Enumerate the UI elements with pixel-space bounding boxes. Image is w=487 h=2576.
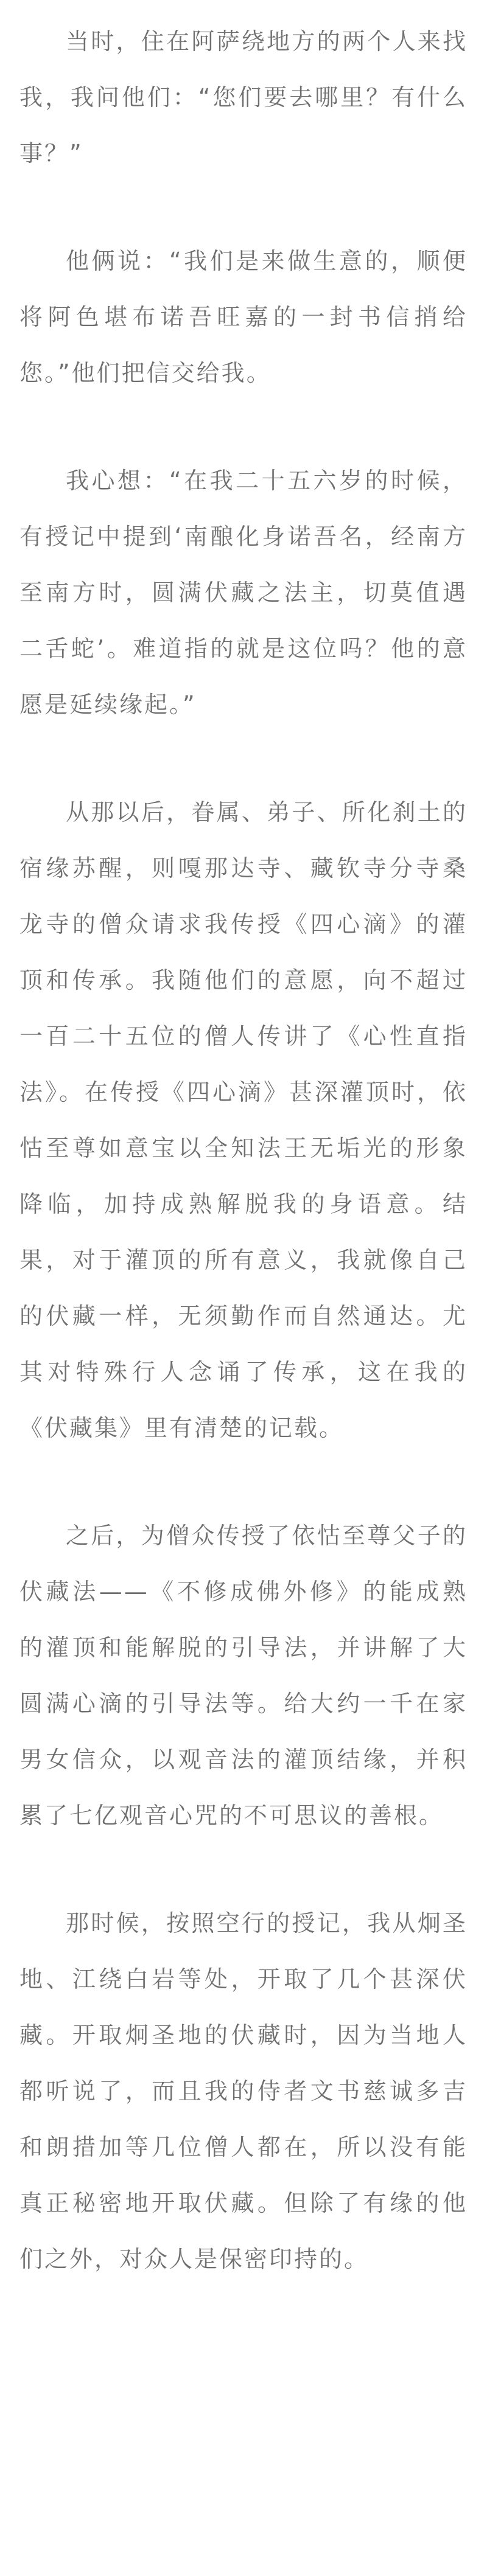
paragraph-5: 之后，为僧众传授了依怙至尊父子的伏藏法——《不修成佛外修》的能成熟的灌顶和能解脱的引导法，并讲解了大圆满心滴的引导法等。给大约一千在家男女信众，以观音法的灌顶结缘，并积累了七亿观音心咒的不可思议的善根。 — [19, 1522, 468, 1829]
paragraph-4: 从那以后，眷属、弟子、所化刹土的宿缘苏醒，则嘎那达寺、藏钦寺分寺桑龙寺的僧众请求我传授《四心滴》的灌顶和传承。我随他们的意愿，向不超过一百二十五位的僧人传讲了《心性直指法》。在传授《四心滴》甚深灌顶时，依怙至尊如意宝以全知法王无垢光的形象降临，加持成熟解脱我的身语意。结果，对于灌顶的所有意义，我就像自己的伏藏一样，无须勤作而自然通达。尤其对特殊行人念诵了传承，这在我的《伏藏集》里有清楚的记载。 — [19, 799, 468, 1441]
paragraph-6: 那时候，按照空行的授记，我从炯圣地、江绕白岩等处，开取了几个甚深伏藏。开取炯圣地的伏藏时，因为当地人都听说了，而且我的侍者文书慈诚多吉和朗措加等几位僧人都在，所以没有能真正秘密地开取伏藏。但除了有缘的他们之外，对众人是保密印持的。 — [19, 1910, 468, 2272]
article-body — [19, 13, 468, 2339]
paragraph-1: 当时，住在阿萨绕地方的两个人来找我，我问他们：“您们要去哪里？有什么事？” — [19, 28, 468, 167]
paragraph-3: 我心想：“在我二十五六岁的时候，有授记中提到‘南酿化身诺吾名，经南方至南方时，圆满伏藏之法主，切莫值遇二舌蛇’。难道指的就是这位吗？他的意愿是延续缘起。” — [19, 467, 468, 718]
paragraph-2: 他俩说：“我们是来做生意的，顺便将阿色堪布诺吾旺嘉的一封书信捎给您。”他们把信交给我。 — [19, 248, 468, 386]
